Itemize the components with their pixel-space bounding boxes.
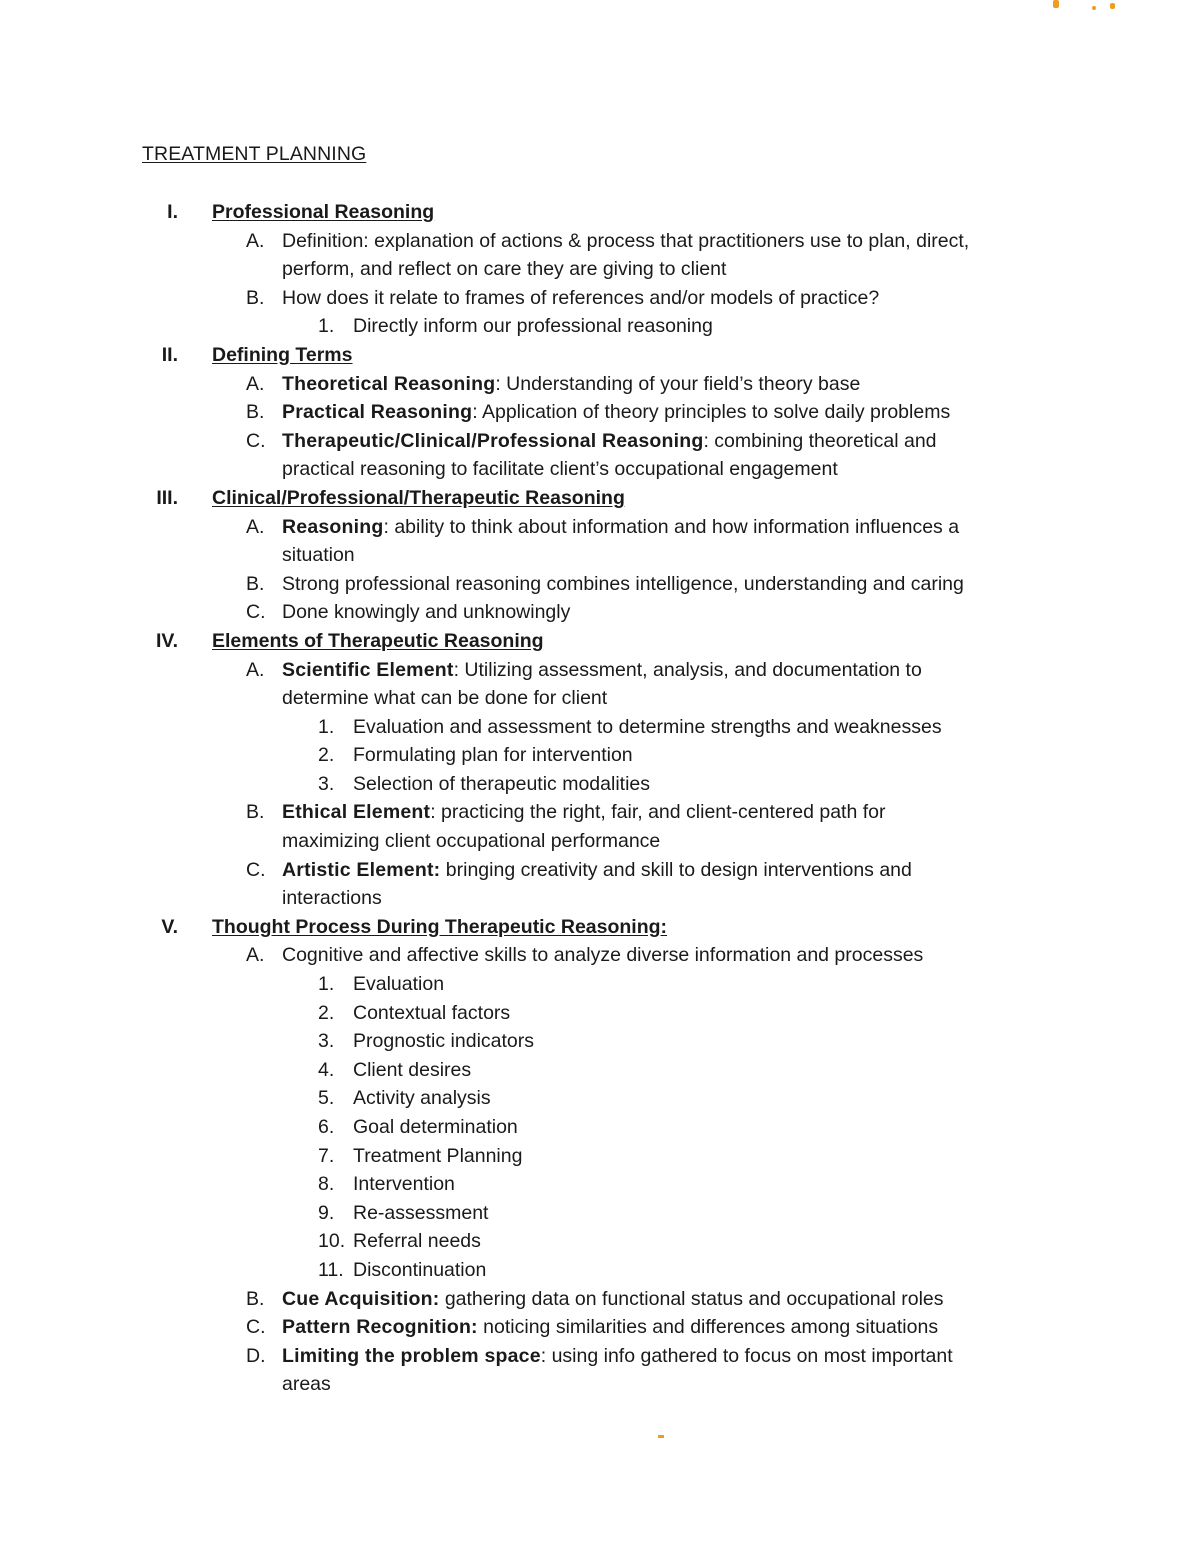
- list-item: [0, 1313, 1200, 1342]
- item-letter: A.: [246, 372, 265, 395]
- item-letter: C.: [246, 1316, 266, 1339]
- list-item-continuation: [0, 884, 1200, 913]
- list-item: [0, 798, 1200, 827]
- item-text: [282, 427, 937, 456]
- item-text: [282, 856, 912, 885]
- item-description: : using info gathered to focus on most important: [540, 1344, 953, 1367]
- item-letter: C.: [246, 601, 266, 624]
- item-number: 1.: [318, 715, 335, 738]
- numbered-item: [0, 312, 1200, 341]
- item-letter: D.: [246, 1344, 266, 1367]
- numbered-item-text: Treatment Planning: [353, 1144, 523, 1167]
- item-term: Limiting the problem space: [282, 1344, 541, 1367]
- item-description: perform, and reflect on care they are giving to client: [282, 258, 727, 281]
- numbered-item-text: Formulating plan for intervention: [353, 744, 633, 767]
- list-item: [0, 570, 1200, 599]
- numbered-item: [0, 999, 1200, 1028]
- item-text: [282, 1285, 944, 1314]
- item-number: 1.: [318, 973, 335, 996]
- section-number: V.: [161, 915, 178, 938]
- orange-mark-decoration: [658, 1435, 664, 1438]
- item-description: How does it relate to frames of references and/or models of practice?: [282, 286, 880, 309]
- section-number: IV.: [155, 629, 178, 652]
- numbered-item: [0, 1227, 1200, 1256]
- numbered-item-text: Discontinuation: [353, 1258, 487, 1281]
- item-term: Reasoning: [282, 515, 384, 538]
- item-description: determine what can be done for client: [282, 687, 608, 710]
- item-description: : Utilizing assessment, analysis, and documentation to: [453, 658, 922, 681]
- item-letter: B.: [246, 286, 265, 309]
- item-text: [282, 798, 885, 827]
- item-description: Done knowingly and unknowingly: [282, 601, 571, 624]
- item-letter: A.: [246, 658, 265, 681]
- numbered-item: [0, 1113, 1200, 1142]
- item-letter: B.: [246, 401, 265, 424]
- numbered-item: [0, 713, 1200, 742]
- item-letter: B.: [246, 801, 265, 824]
- orange-mark-decoration: [1053, 0, 1059, 8]
- numbered-item-text: Prognostic indicators: [353, 1030, 535, 1053]
- numbered-item-text: Evaluation and assessment to determine strengths and weaknesses: [353, 715, 942, 738]
- item-text: [282, 570, 964, 599]
- item-term: Artistic Element:: [282, 858, 441, 881]
- item-description: maximizing client occupational performance: [282, 830, 661, 853]
- list-item: [0, 398, 1200, 427]
- item-number: 4.: [318, 1058, 335, 1081]
- numbered-item-text: Activity analysis: [353, 1087, 491, 1110]
- item-number: 2.: [318, 1001, 335, 1024]
- orange-mark-decoration: [1092, 6, 1096, 10]
- item-number: 6.: [318, 1116, 335, 1138]
- numbered-item-text: Selection of therapeutic modalities: [353, 772, 651, 795]
- section-title: Elements of Therapeutic Reasoning: [212, 629, 544, 652]
- item-number: 8.: [318, 1173, 335, 1196]
- numbered-item: [0, 1027, 1200, 1056]
- list-item: [0, 284, 1200, 313]
- item-number: 1.: [318, 315, 335, 338]
- item-description: gathering data on functional status and occupational roles: [439, 1287, 944, 1310]
- item-number: 11.: [318, 1258, 344, 1281]
- list-item-continuation: [0, 541, 1200, 570]
- numbered-item: [0, 770, 1200, 799]
- list-item: [0, 656, 1200, 685]
- item-number: 5.: [318, 1087, 335, 1110]
- section-heading: [0, 341, 1200, 370]
- numbered-item: [0, 970, 1200, 999]
- numbered-item: [0, 1084, 1200, 1113]
- list-item-continuation: [0, 827, 1200, 856]
- item-letter: C.: [246, 858, 266, 881]
- numbered-item-text: Contextual factors: [353, 1001, 511, 1024]
- item-text: [282, 513, 959, 542]
- item-description: areas: [282, 1373, 331, 1396]
- outline: [0, 198, 1200, 1399]
- numbered-item-text: Re-assessment: [353, 1201, 489, 1224]
- item-description: noticing similarities and differences among situations: [477, 1316, 939, 1339]
- numbered-item-text: Directly inform our professional reasoning: [353, 315, 713, 338]
- numbered-item: [0, 1256, 1200, 1285]
- item-description: practical reasoning to facilitate client’s occupational engagement: [282, 458, 838, 481]
- item-number: 3.: [318, 772, 335, 795]
- item-description: Cognitive and affective skills to analyze diverse information and processes: [282, 944, 924, 967]
- item-number: 7.: [318, 1144, 335, 1167]
- list-item: [0, 598, 1200, 627]
- numbered-item: [0, 1199, 1200, 1228]
- item-number: 9.: [318, 1201, 335, 1224]
- item-letter: B.: [246, 572, 265, 595]
- list-item-continuation: [0, 1370, 1200, 1399]
- section-heading: [0, 484, 1200, 513]
- item-text: [282, 656, 922, 685]
- list-item: [0, 856, 1200, 885]
- numbered-item: [0, 1170, 1200, 1199]
- list-item: [0, 227, 1200, 256]
- list-item-continuation: [0, 455, 1200, 484]
- item-term: Cue Acquisition:: [282, 1287, 440, 1310]
- section-heading: [0, 198, 1200, 227]
- item-number: 10.: [318, 1230, 346, 1253]
- item-text: [282, 227, 969, 256]
- item-text: [282, 1342, 953, 1371]
- section-number: I.: [167, 201, 178, 223]
- section-heading: [0, 627, 1200, 656]
- list-item-continuation: [0, 255, 1200, 284]
- section-title: Defining Terms: [212, 343, 353, 366]
- list-item: [0, 370, 1200, 399]
- list-item: [0, 941, 1200, 970]
- section-title: Thought Process During Therapeutic Reasoning:: [212, 915, 668, 938]
- list-item-continuation: [0, 684, 1200, 713]
- numbered-item-text: Intervention: [353, 1173, 455, 1196]
- item-term: Ethical Element: [282, 801, 431, 824]
- item-description: Definition: explanation of actions & process that practitioners use to plan, direct,: [282, 229, 970, 252]
- list-item: [0, 1285, 1200, 1314]
- list-item: [0, 513, 1200, 542]
- section-title: Clinical/Professional/Therapeutic Reasoning: [212, 486, 625, 509]
- numbered-item-text: Goal determination: [353, 1116, 518, 1138]
- document-title: TREATMENT PLANNING: [142, 143, 367, 165]
- item-text: [282, 941, 923, 970]
- numbered-item: [0, 1056, 1200, 1085]
- item-description: interactions: [282, 887, 382, 910]
- list-item: [0, 427, 1200, 456]
- list-item: [0, 1342, 1200, 1371]
- item-term: Scientific Element: [282, 658, 454, 681]
- section-number: II.: [161, 343, 178, 366]
- item-description: : practicing the right, fair, and client-centered path for: [430, 801, 886, 824]
- item-term: Practical Reasoning: [282, 401, 473, 424]
- item-description: : Understanding of your field’s theory base: [495, 372, 861, 395]
- item-description: : Application of theory principles to solve daily problems: [472, 401, 951, 424]
- item-letter: A.: [246, 515, 265, 538]
- numbered-item-text: Client desires: [353, 1058, 472, 1081]
- item-text: [282, 370, 860, 399]
- item-text: [282, 598, 570, 627]
- item-letter: B.: [246, 1287, 265, 1310]
- orange-mark-decoration: [1110, 3, 1115, 9]
- item-letter: A.: [246, 229, 265, 252]
- numbered-item-text: Evaluation: [353, 973, 445, 996]
- numbered-item: [0, 741, 1200, 770]
- item-letter: A.: [246, 944, 265, 967]
- item-letter: C.: [246, 429, 266, 452]
- item-description: situation: [282, 544, 355, 567]
- numbered-item: [0, 1142, 1200, 1171]
- section-number: III.: [156, 486, 178, 509]
- item-description: Strong professional reasoning combines intelligence, understanding and caring: [282, 572, 964, 595]
- item-term: Pattern Recognition:: [282, 1316, 478, 1339]
- item-text: [282, 398, 950, 427]
- item-term: Therapeutic/Clinical/Professional Reasoning: [282, 429, 704, 452]
- item-text: [282, 284, 879, 313]
- item-description: bringing creativity and skill to design interventions and: [440, 858, 912, 881]
- numbered-item-text: Referral needs: [353, 1230, 481, 1253]
- item-description: : combining theoretical and: [703, 429, 937, 452]
- item-text: [282, 1313, 938, 1342]
- item-number: 2.: [318, 744, 335, 767]
- section-title: Professional Reasoning: [212, 201, 435, 223]
- section-heading: [0, 913, 1200, 942]
- item-description: : ability to think about information and how information influences a: [383, 515, 960, 538]
- item-term: Theoretical Reasoning: [282, 372, 496, 395]
- item-number: 3.: [318, 1030, 335, 1053]
